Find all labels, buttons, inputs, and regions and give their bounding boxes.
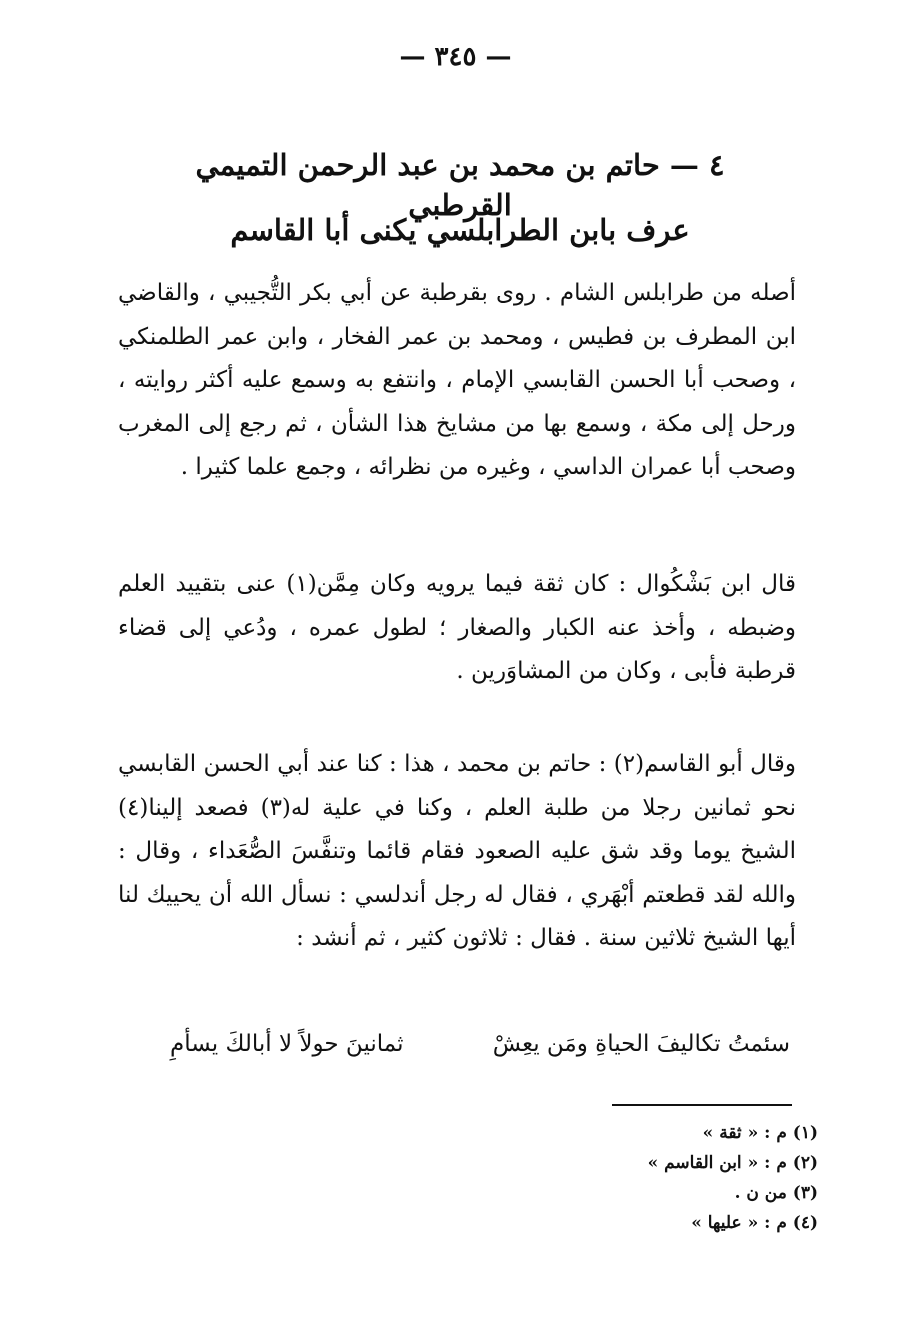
footnote-2: (٢) م : « ابن القاسم »: [647, 1153, 818, 1173]
footnote-3: (٣) من ن .: [734, 1183, 818, 1203]
paragraph-abu-al-qasim: وقال أبو القاسم(٢) : حاتم بن محمد ، هذا : كنا عند أبي الحسن القابسي نحو ثمانين رجلا من طلبة العلم ، وكنا في علية له(٣) فصعد إلينا(٤) الشيخ يوما وقد شق عليه الصعود فقام قائما وتنفَّسَ الصُّعَداء ، وقال : والله لقد قطعتم أبْهَري ، فقال له رجل أندلسي : نسأل الله أن يحييك لنا أيها الشيخ ثلاثين سنة . فقال : ثلاثون كثير ، ثم أنشد :: [118, 751, 796, 952]
paragraph-origin: أصله من طرابلس الشام . روى بقرطبة عن أبي بكر التُّجيبي ، والقاضي ابن المطرف بن فطيس ، ومحمد بن عمر الفخار ، وابن عمر الطلمنكي ، وصحب أبا الحسن القابسي الإمام ، وانتفع به وسمع عليه أكثر روايته ، ورحل إلى مكة ، وسمع بها من مشايخ هذا الشأن ، ثم رجع إلى المغرب وصحب أبا عمران الداسي ، وغيره من نظرائه ، وجمع علما كثيرا .: [118, 280, 796, 481]
verse-second-hemistich: ثمانينَ حولاً لا أبالكَ يسأمِ: [170, 1031, 404, 1057]
entry-title: ٤ — حاتم بن محمد بن عبد الرحمن التميمي القرطبي: [195, 148, 725, 222]
footnotes: [480, 1118, 818, 1238]
verse-first-hemistich: سئمتُ تكاليفَ الحياةِ ومَن يعِشْ: [492, 1031, 790, 1057]
footnote-4: (٤) م : « عليها »: [691, 1213, 818, 1233]
page-number: — ٣٤٥ —: [399, 42, 512, 72]
paragraph-ibn-bashkuwal: قال ابن بَشْكُوال : كان ثقة فيما يرويه وكان مِمَّن(١) عنى بتقييد العلم وضبطه ، وأخذ عنه الكبار والصغار ؛ لطول عمره ، ودُعي إلى قضاء قرطبة فأبى ، وكان من المشاوَرين .: [118, 571, 796, 685]
footnote-divider: [612, 1104, 792, 1106]
entry-subtitle: عرف بابن الطرابلسي يكنى أبا القاسم: [230, 213, 690, 247]
poem-verse: [170, 1022, 790, 1066]
footnote-1: (١) م : « ثقة »: [702, 1123, 818, 1143]
